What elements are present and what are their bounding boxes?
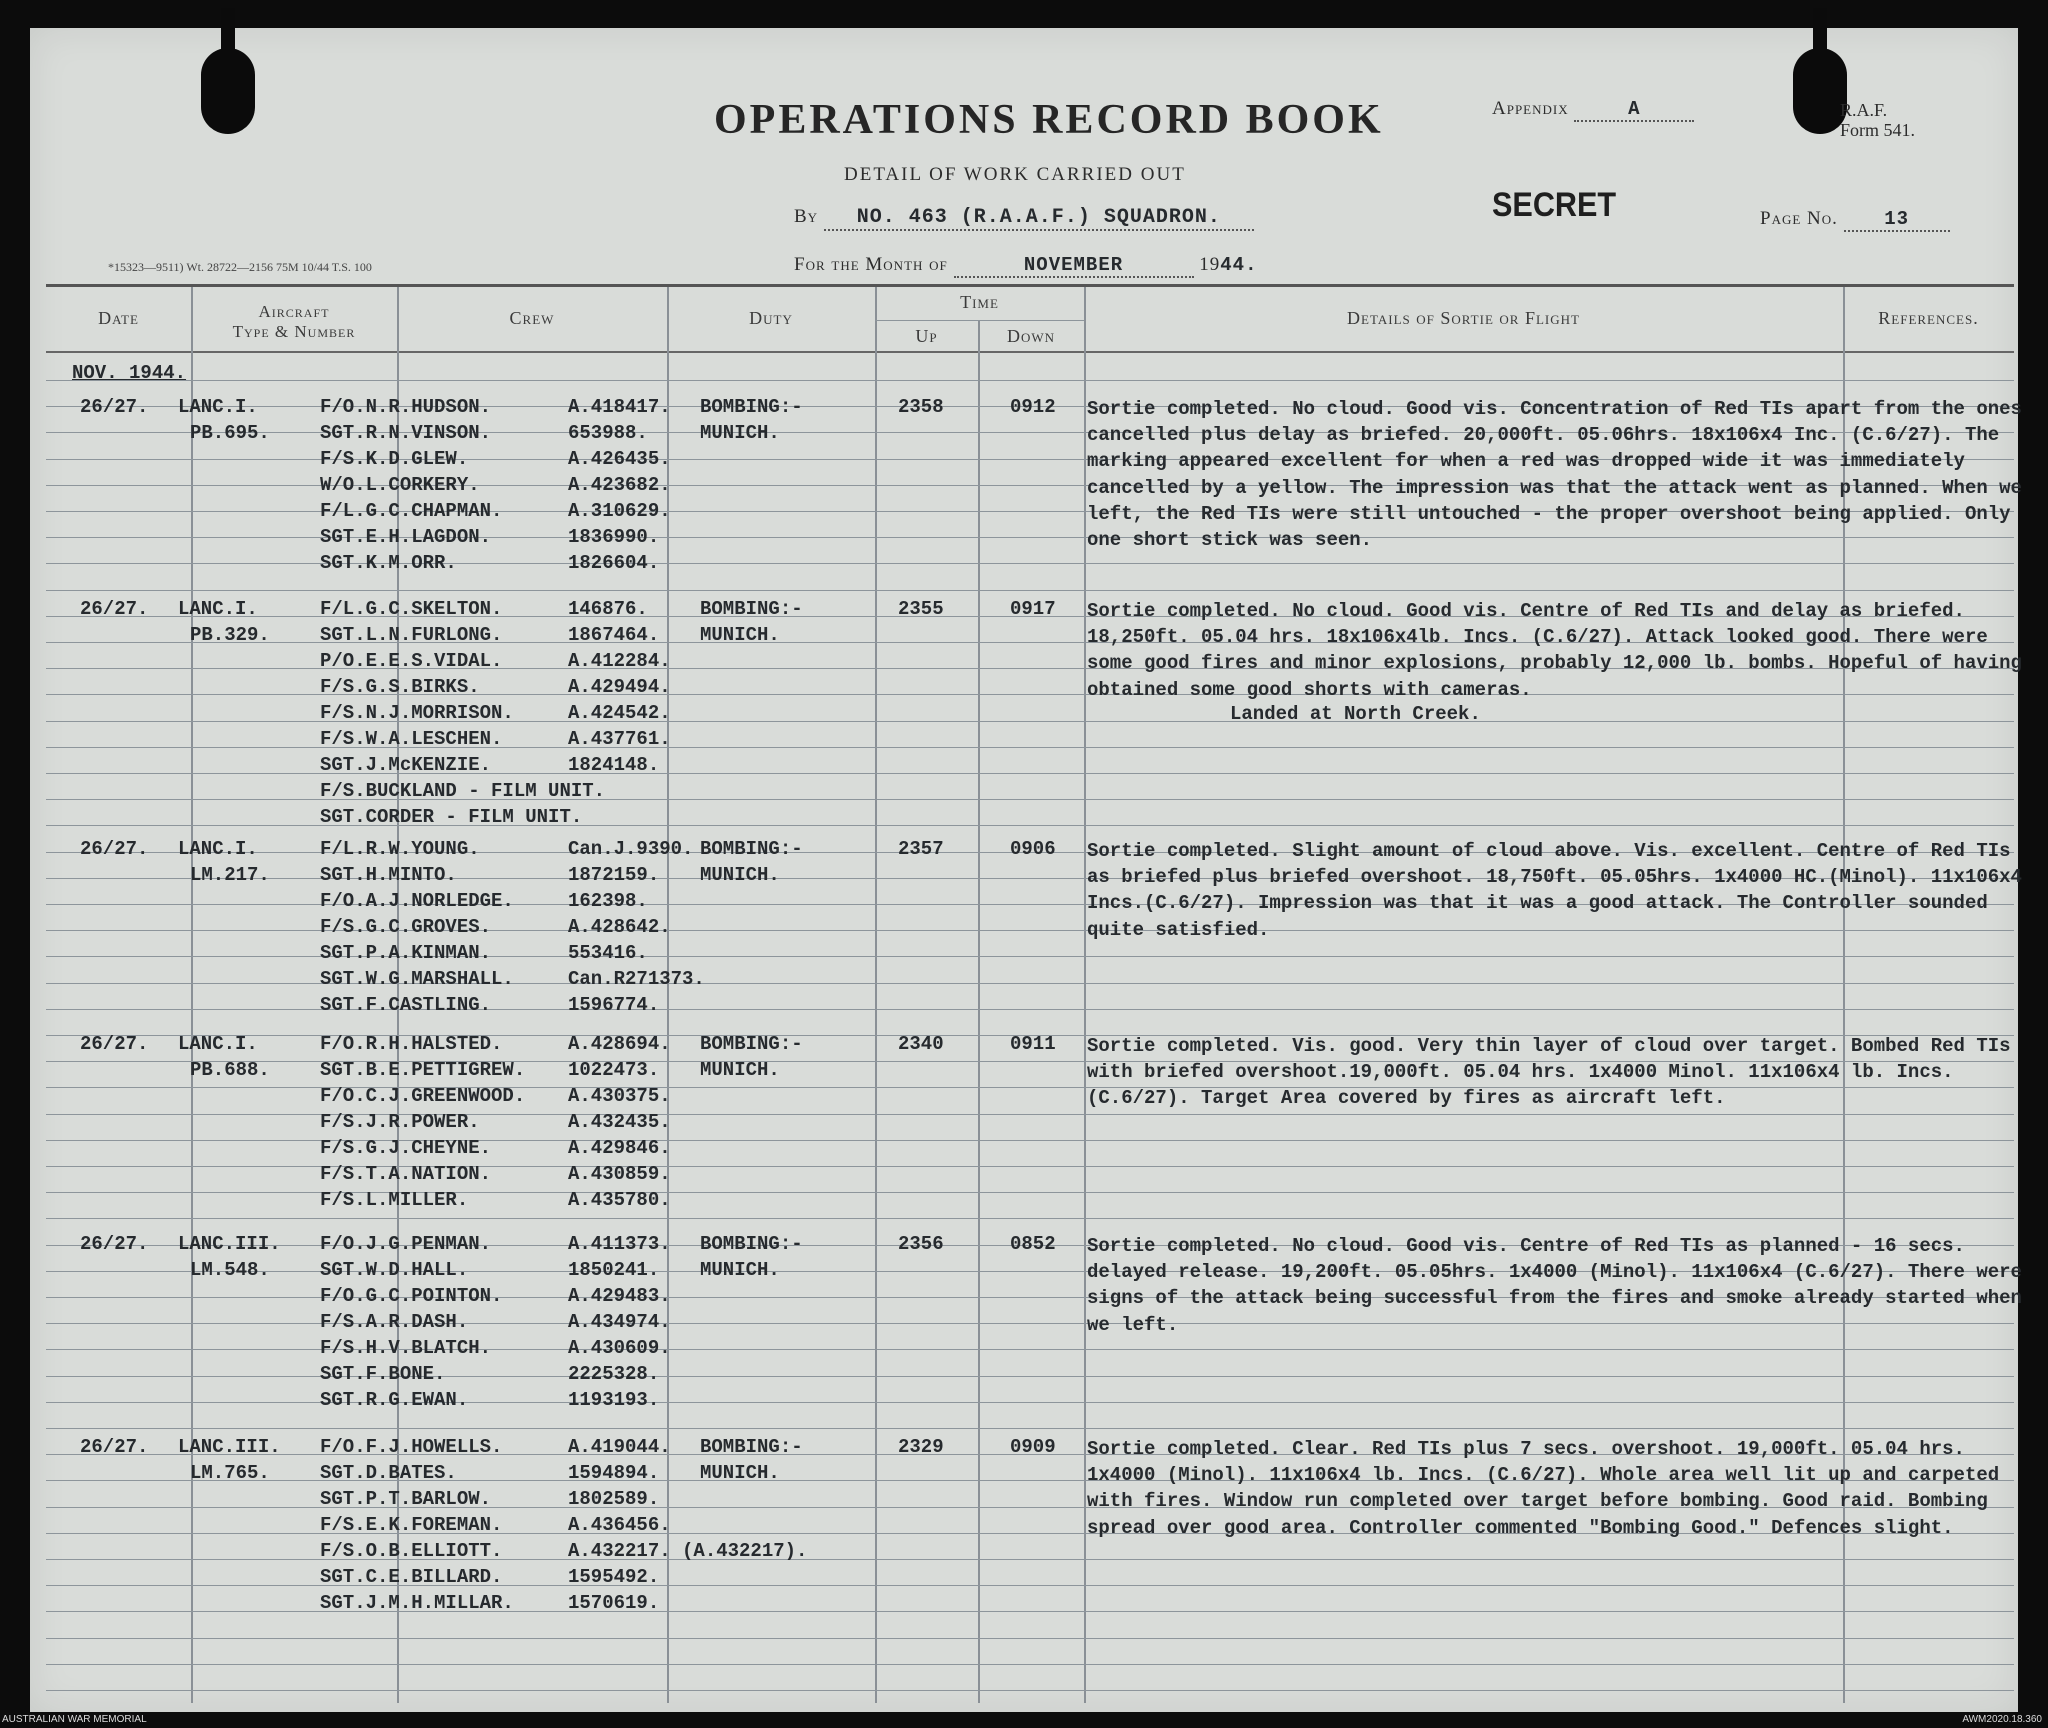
month-field: [794, 254, 1257, 278]
crew-service-number: 1850241.: [568, 1259, 660, 1281]
crew-service-number: A.432435.: [568, 1111, 671, 1133]
header-bottom-rule: [46, 351, 2014, 353]
crew-member: [320, 806, 582, 828]
crew-name: W/O.L.CORKERY.: [320, 474, 480, 496]
duty-target: MUNICH.: [700, 1259, 780, 1281]
crew-service-number: A.428694.: [568, 1033, 671, 1055]
crew-name: F/S.BUCKLAND - FILM UNIT.: [320, 780, 606, 802]
crew-name: F/S.G.J.CHEYNE.: [320, 1137, 492, 1159]
crew-member: [320, 1311, 468, 1333]
sortie-details: Sortie completed. Slight amount of cloud above. Vis. excellent. Centre of Red TIs as briefed plus briefed overshoot. 18,750ft. 05.05hrs. 1x4000 HC.(Minol). 11x106x4 Incs.(C.6/27). Impression was that it was a good attack. The Controller sounded quite satisfied.: [1087, 840, 2022, 941]
crew-name: F/O.F.J.HOWELLS.: [320, 1436, 503, 1458]
crew-member: [320, 1285, 502, 1307]
time-up: 2356: [898, 1233, 944, 1255]
appendix-label: Appendix: [1492, 98, 1569, 119]
form-541-label: Form 541.: [1840, 120, 1916, 140]
sortie-date: 26/27.: [80, 598, 149, 620]
duty: BOMBING:-: [700, 598, 803, 620]
crew-name: SGT.K.M.ORR.: [320, 552, 457, 574]
page-label: Page No.: [1760, 208, 1838, 229]
aircraft-serial: PB.329.: [190, 624, 270, 646]
crew-member: [320, 1337, 491, 1359]
duty: BOMBING:-: [700, 1233, 803, 1255]
crew-name: SGT.P.A.KINMAN.: [320, 942, 492, 964]
crew-name: F/O.N.R.HUDSON.: [320, 396, 492, 418]
aircraft-type: LANC.I.: [178, 598, 258, 620]
crew-service-number: A.423682.: [568, 474, 671, 496]
crew-service-number: 1826604.: [568, 552, 660, 574]
crew-service-number: 1594894.: [568, 1462, 660, 1484]
crew-name: F/S.T.A.NATION.: [320, 1163, 492, 1185]
crew-service-number: A.412284.: [568, 650, 671, 672]
crew-service-number: 1022473.: [568, 1059, 660, 1081]
crew-service-number: Can.R271373.: [568, 968, 705, 990]
crew-service-number: A.436456.: [568, 1514, 671, 1536]
crew-service-number: A.432217. (A.432217).: [568, 1540, 808, 1562]
record-sheet: [30, 28, 2022, 1712]
unit-value: NO. 463 (R.A.A.F.) SQUADRON.: [824, 206, 1254, 231]
form-subtitle: DETAIL OF WORK CARRIED OUT: [844, 164, 1186, 185]
crew-member: [320, 994, 491, 1016]
crew-name: F/S.A.R.DASH.: [320, 1311, 469, 1333]
crew-name: SGT.C.E.BILLARD.: [320, 1566, 503, 1588]
header-details: Details of Sortie or Flight: [1347, 308, 1580, 328]
ruled-line: [46, 1218, 2014, 1219]
crew-member: [320, 422, 491, 444]
crew-member: [320, 598, 502, 620]
crew-name: SGT.H.MINTO.: [320, 864, 457, 886]
duty: BOMBING:-: [700, 396, 803, 418]
duty: BOMBING:-: [700, 1436, 803, 1458]
duty: BOMBING:-: [700, 1033, 803, 1055]
header-crew: Crew: [509, 308, 555, 328]
crew-name: F/S.H.V.BLATCH.: [320, 1337, 492, 1359]
crew-name: SGT.CORDER - FILM UNIT.: [320, 806, 583, 828]
crew-service-number: A.310629.: [568, 500, 671, 522]
sortie-date: 26/27.: [80, 396, 149, 418]
year-suffix: 44.: [1220, 254, 1258, 276]
col-divider-up: [978, 320, 980, 1703]
ruled-line: [46, 380, 2014, 381]
crew-member: [320, 1111, 480, 1133]
aircraft-serial: LM.217.: [190, 864, 270, 886]
crew-service-number: A.429494.: [568, 676, 671, 698]
crew-member: [320, 1436, 502, 1458]
month-label: For the Month of: [794, 254, 948, 275]
col-divider-date: [191, 287, 193, 1703]
crew-member: [320, 864, 457, 886]
crew-name: F/O.G.C.POINTON.: [320, 1285, 503, 1307]
crew-service-number: A.429483.: [568, 1285, 671, 1307]
time-down: 0912: [1010, 396, 1056, 418]
crew-name: SGT.D.BATES.: [320, 1462, 457, 1484]
crew-member: [320, 500, 502, 522]
time-up: 2357: [898, 838, 944, 860]
crew-name: F/S.N.J.MORRISON.: [320, 702, 514, 724]
crew-member: [320, 552, 457, 574]
crew-service-number: 162398.: [568, 890, 648, 912]
crew-member: [320, 1540, 502, 1562]
crew-name: SGT.J.M.H.MILLAR.: [320, 1592, 514, 1614]
crew-member: [320, 1163, 491, 1185]
crew-service-number: A.428642.: [568, 916, 671, 938]
crew-member: [320, 702, 514, 724]
raf-form-number: [1840, 100, 1915, 140]
crew-service-number: A.430609.: [568, 1337, 671, 1359]
crew-service-number: 553416.: [568, 942, 648, 964]
crew-name: F/S.G.S.BIRKS.: [320, 676, 480, 698]
crew-service-number: 146876.: [568, 598, 648, 620]
crew-service-number: A.429846.: [568, 1137, 671, 1159]
crew-name: F/S.O.B.ELLIOTT.: [320, 1540, 503, 1562]
duty-target: MUNICH.: [700, 1059, 780, 1081]
footer-accession: AWM2020.18.360: [1962, 1714, 2042, 1725]
header-references: References.: [1878, 308, 1979, 328]
ruled-line: [46, 590, 2014, 591]
sortie-details: Sortie completed. No cloud. Good vis. Concentration of Red TIs apart from the ones cancelled plus delay as briefed. 20,000ft. 05.06hrs. 18x106x4 Inc. (C.6/27). The marking appeared excellent for when a red was dropped wide it was immediately cancelled by a yellow. The impression was that the attack went as planned. When we left, the Red TIs were still untouched - the proper overshoot being applied. Only one short stick was seen.: [1087, 398, 2022, 552]
crew-name: F/S.W.A.LESCHEN.: [320, 728, 503, 750]
crew-name: F/S.G.C.GROVES.: [320, 916, 492, 938]
header-aircraft: Aircraft: [258, 302, 330, 321]
aircraft-type: LANC.III.: [178, 1233, 281, 1255]
sortie-details: Sortie completed. Clear. Red TIs plus 7 secs. overshoot. 19,000ft. 05.04 hrs. 1x4000 (Minol). 11x106x4 lb. Incs. (C.6/27). Whole area well lit up and carpeted with fires. Window run completed over target before bombing. Good raid. Bombing spread over good area. Controller commented "Bombing Good." Defences slight.: [1087, 1438, 2000, 1539]
aircraft-serial: PB.695.: [190, 422, 270, 444]
month-value: NOVEMBER: [954, 254, 1194, 278]
crew-member: [320, 754, 491, 776]
aircraft-serial: LM.548.: [190, 1259, 270, 1281]
table-top-rule: [46, 284, 2014, 287]
time-subheader-rule: [875, 320, 1084, 321]
aircraft-type: LANC.III.: [178, 1436, 281, 1458]
crew-member: [320, 916, 491, 938]
crew-service-number: Can.J.9390.: [568, 838, 694, 860]
time-down: 0852: [1010, 1233, 1056, 1255]
col-divider-duty: [875, 287, 877, 1703]
time-up: 2358: [898, 396, 944, 418]
time-up: 2329: [898, 1436, 944, 1458]
crew-name: F/L.R.W.YOUNG.: [320, 838, 480, 860]
crew-service-number: 1802589.: [568, 1488, 660, 1510]
page-number-field: [1760, 208, 1950, 232]
crew-member: [320, 1085, 525, 1107]
time-down: 0911: [1010, 1033, 1056, 1055]
crew-member: [320, 676, 480, 698]
crew-name: F/S.L.MILLER.: [320, 1189, 469, 1211]
crew-service-number: A.411373.: [568, 1233, 671, 1255]
sortie-details: Sortie completed. No cloud. Good vis. Centre of Red TIs and delay as briefed. 18,250ft. 05.04 hrs. 18x106x4lb. Incs. (C.6/27). Attack looked good. There were some good fires and minor explosions, probably 12,000 lb. bombs. Hopeful of having obtained some good shorts with cameras.: [1087, 600, 2022, 701]
crew-member: [320, 1259, 468, 1281]
crew-name: SGT.J.McKENZIE.: [320, 754, 492, 776]
crew-name: SGT.L.N.FURLONG.: [320, 624, 503, 646]
duty-target: MUNICH.: [700, 624, 780, 646]
crew-member: [320, 1462, 457, 1484]
aircraft-serial: PB.688.: [190, 1059, 270, 1081]
sortie-date: 26/27.: [80, 1033, 149, 1055]
crew-service-number: 1867464.: [568, 624, 660, 646]
crew-name: F/S.E.K.FOREMAN.: [320, 1514, 503, 1536]
crew-member: [320, 890, 514, 912]
crew-service-number: A.424542.: [568, 702, 671, 724]
crew-name: F/O.A.J.NORLEDGE.: [320, 890, 514, 912]
header-time: Time: [960, 292, 999, 312]
crew-member: [320, 838, 480, 860]
punch-hole-left: [201, 48, 255, 134]
crew-member: [320, 1566, 502, 1588]
time-up: 2340: [898, 1033, 944, 1055]
crew-service-number: A.418417.: [568, 396, 671, 418]
crew-service-number: A.435780.: [568, 1189, 671, 1211]
aircraft-type: LANC.I.: [178, 838, 258, 860]
aircraft-serial: LM.765.: [190, 1462, 270, 1484]
crew-service-number: 1836990.: [568, 526, 660, 548]
time-up: 2355: [898, 598, 944, 620]
crew-name: F/L.G.C.CHAPMAN.: [320, 500, 503, 522]
crew-member: [320, 1059, 525, 1081]
duty-target: MUNICH.: [700, 422, 780, 444]
header-down: Down: [1006, 326, 1056, 346]
time-down: 0909: [1010, 1436, 1056, 1458]
crew-service-number: 1193193.: [568, 1389, 660, 1411]
crew-member: [320, 780, 605, 802]
form-title: OPERATIONS RECORD BOOK: [714, 97, 1384, 143]
sortie-date: 26/27.: [80, 838, 149, 860]
crew-service-number: A.419044.: [568, 1436, 671, 1458]
crew-name: SGT.P.T.BARLOW.: [320, 1488, 492, 1510]
year-prefix: 19: [1199, 254, 1221, 275]
crew-member: [320, 650, 502, 672]
crew-service-number: A.426435.: [568, 448, 671, 470]
crew-name: SGT.W.G.MARSHALL.: [320, 968, 514, 990]
sortie-details: Sortie completed. No cloud. Good vis. Centre of Red TIs as planned - 16 secs. delayed release. 19,200ft. 05.05hrs. 1x4000 (Minol). 11x106x4 (C.6/27). There were signs of the attack being successful from the fires and smoke already started when we left.: [1087, 1235, 2022, 1336]
crew-member: [320, 1514, 502, 1536]
sortie-date: 26/27.: [80, 1436, 149, 1458]
crew-member: [320, 1363, 445, 1385]
crew-service-number: A.434974.: [568, 1311, 671, 1333]
time-down: 0917: [1010, 598, 1056, 620]
crew-member: [320, 1592, 514, 1614]
crew-name: SGT.F.CASTLING.: [320, 994, 492, 1016]
crew-member: [320, 1389, 468, 1411]
crew-name: SGT.R.G.EWAN.: [320, 1389, 469, 1411]
crew-name: P/O.E.E.S.VIDAL.: [320, 650, 503, 672]
ruled-line: [46, 1638, 2014, 1639]
duty-target: MUNICH.: [700, 864, 780, 886]
by-label: By: [794, 206, 819, 227]
crew-service-number: A.437761.: [568, 728, 671, 750]
crew-member: [320, 474, 480, 496]
crew-member: [320, 448, 468, 470]
crew-member: [320, 526, 491, 548]
appendix-field: [1492, 98, 1694, 122]
sortie-note: Landed at North Creek.: [1230, 702, 1481, 725]
crew-service-number: 1596774.: [568, 994, 660, 1016]
crew-service-number: 1872159.: [568, 864, 660, 886]
crew-member: [320, 942, 491, 964]
crew-member: [320, 1189, 468, 1211]
sortie-details: Sortie completed. Vis. good. Very thin layer of cloud over target. Bombed Red TIs with briefed overshoot.19,000ft. 05.04 hrs. 1x4000 Minol. 11x106x4 lb. Incs. (C.6/27). Target Area covered by fires as aircraft left.: [1087, 1035, 2011, 1110]
crew-name: F/S.J.R.POWER.: [320, 1111, 480, 1133]
crew-member: [320, 728, 502, 750]
crew-name: F/O.R.H.HALSTED.: [320, 1033, 503, 1055]
crew-service-number: 653988.: [568, 422, 648, 444]
crew-service-number: 2225328.: [568, 1363, 660, 1385]
crew-name: SGT.B.E.PETTIGREW.: [320, 1059, 526, 1081]
ruled-line: [46, 1428, 2014, 1429]
secret-stamp: SECRET: [1492, 186, 1617, 224]
crew-member: [320, 1233, 491, 1255]
footer-credit: AUSTRALIAN WAR MEMORIAL: [2, 1714, 147, 1725]
appendix-value: A: [1574, 98, 1694, 122]
crew-name: F/O.J.G.PENMAN.: [320, 1233, 492, 1255]
punch-hole-right: [1793, 48, 1847, 134]
ruled-line: [46, 1690, 2014, 1691]
raf-label: R.A.F.: [1840, 100, 1888, 120]
header-duty: Duty: [749, 308, 793, 328]
aircraft-type: LANC.I.: [178, 396, 258, 418]
crew-service-number: A.430375.: [568, 1085, 671, 1107]
crew-member: [320, 1137, 491, 1159]
sortie-date: 26/27.: [80, 1233, 149, 1255]
crew-member: [320, 968, 514, 990]
header-up: Up: [915, 326, 938, 346]
crew-name: SGT.F.BONE.: [320, 1363, 446, 1385]
crew-member: [320, 1488, 491, 1510]
crew-name: F/L.G.C.SKELTON.: [320, 598, 503, 620]
crew-name: SGT.R.N.VINSON.: [320, 422, 492, 444]
crew-name: SGT.E.H.LAGDON.: [320, 526, 492, 548]
section-date: NOV. 1944.: [72, 362, 187, 384]
crew-member: [320, 396, 491, 418]
crew-name: F/S.K.D.GLEW.: [320, 448, 469, 470]
crew-service-number: A.430859.: [568, 1163, 671, 1185]
duty-target: MUNICH.: [700, 1462, 780, 1484]
crew-name: SGT.W.D.HALL.: [320, 1259, 469, 1281]
header-type-number: Type & Number: [232, 322, 356, 341]
crew-service-number: 1824148.: [568, 754, 660, 776]
unit-field: [794, 206, 1254, 231]
crew-name: F/O.C.J.GREENWOOD.: [320, 1085, 526, 1107]
col-divider-time: [1084, 287, 1086, 1703]
print-code: *15323—9511) Wt. 28722—2156 75M 10/44 T.S. 100: [108, 260, 372, 274]
duty: BOMBING:-: [700, 838, 803, 860]
ruled-line: [46, 1664, 2014, 1665]
crew-service-number: 1595492.: [568, 1566, 660, 1588]
time-down: 0906: [1010, 838, 1056, 860]
header-date: Date: [98, 308, 139, 328]
crew-member: [320, 1033, 502, 1055]
crew-service-number: 1570619.: [568, 1592, 660, 1614]
page-number: 13: [1844, 208, 1950, 232]
crew-member: [320, 624, 502, 646]
aircraft-type: LANC.I.: [178, 1033, 258, 1055]
